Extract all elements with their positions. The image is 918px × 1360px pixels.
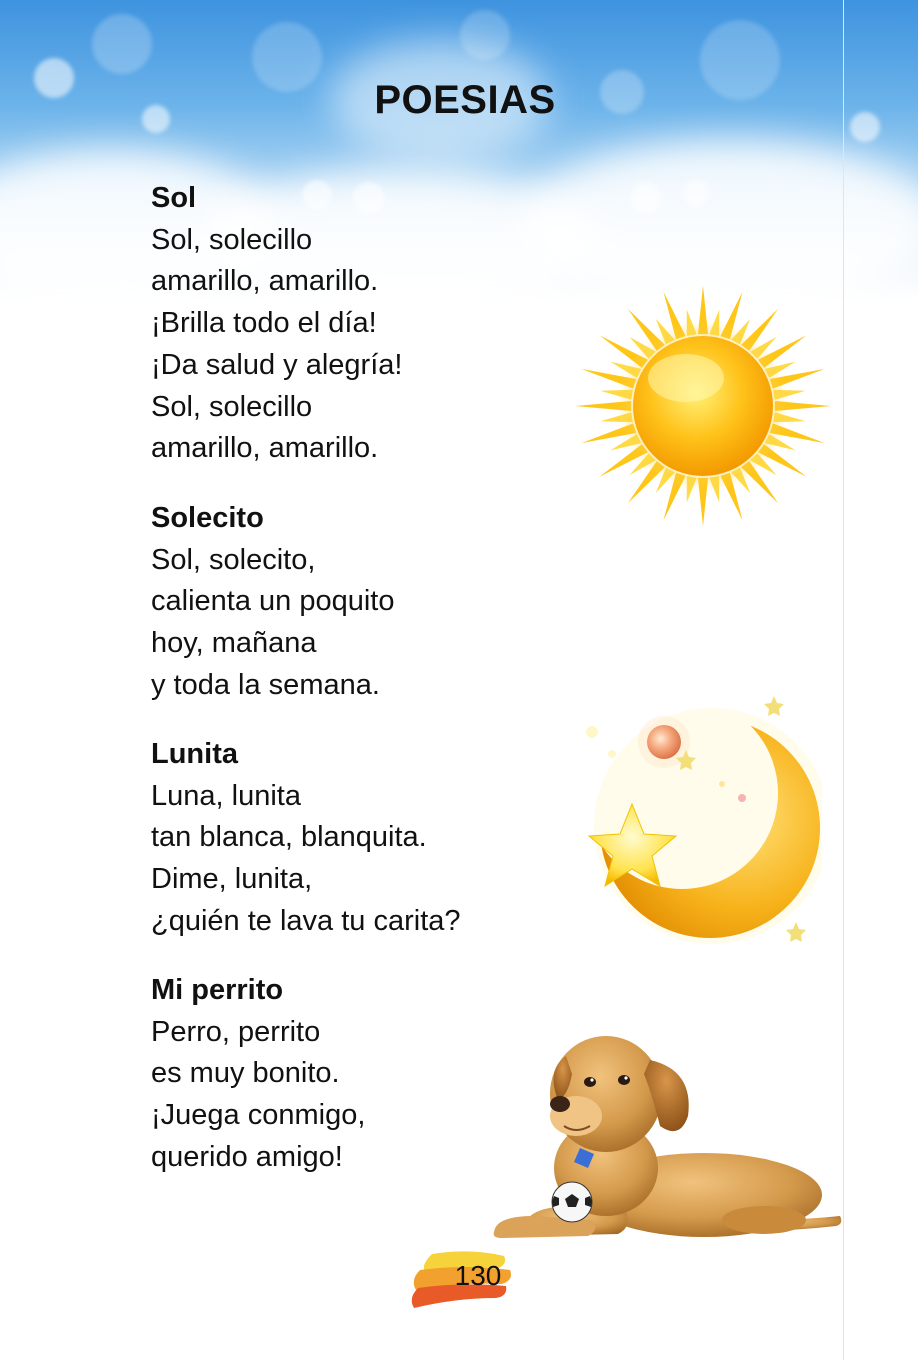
poem-line: Sol, solecito, bbox=[151, 543, 316, 576]
poem-line: ¡Juega conmigo, bbox=[151, 1099, 366, 1132]
poem-line: es muy bonito. bbox=[151, 1057, 340, 1090]
poem-line: ¿quién te lava tu carita? bbox=[151, 904, 461, 937]
page-number: 130 bbox=[454, 1260, 502, 1291]
puppy-nose bbox=[550, 1096, 570, 1112]
sun-illustration bbox=[566, 280, 842, 534]
poem-line: hoy, mañana bbox=[151, 627, 317, 660]
poem-line: Sol, solecillo bbox=[151, 223, 313, 256]
poem-line: amarillo, amarillo. bbox=[151, 432, 379, 465]
poem-line: querido amigo! bbox=[151, 1140, 343, 1173]
puppy-illustration bbox=[484, 1030, 846, 1240]
poem-line: Dime, lunita, bbox=[151, 863, 313, 896]
poem-title: Solecito bbox=[151, 502, 264, 534]
page-number-badge bbox=[410, 1246, 514, 1316]
sky-header-background bbox=[0, 0, 918, 300]
poem-line: Perro, perrito bbox=[151, 1015, 321, 1048]
poem-line: ¡Da salud y alegría! bbox=[151, 348, 403, 381]
page-title: POESIAS bbox=[374, 78, 556, 122]
poem-line: ¡Brilla todo el día! bbox=[151, 307, 377, 340]
poem-title: Sol bbox=[151, 182, 197, 214]
poem-mi-perrito bbox=[151, 970, 365, 1179]
poem-sol bbox=[151, 178, 402, 470]
poem-lunita bbox=[151, 734, 461, 943]
poem-solecito bbox=[151, 498, 394, 707]
poem-line: tan blanca, blanquita. bbox=[151, 821, 427, 854]
poem-line: calienta un poquito bbox=[151, 585, 395, 618]
soccer-ball-icon bbox=[552, 1182, 592, 1222]
moon-illustration bbox=[572, 688, 822, 950]
poem-title: Lunita bbox=[151, 738, 238, 770]
poem-line: Sol, solecillo bbox=[151, 390, 313, 423]
poem-line: y toda la semana. bbox=[151, 668, 380, 701]
poem-line: amarillo, amarillo. bbox=[151, 265, 379, 298]
poem-line: Luna, lunita bbox=[151, 779, 301, 812]
poem-title: Mi perrito bbox=[151, 974, 284, 1006]
